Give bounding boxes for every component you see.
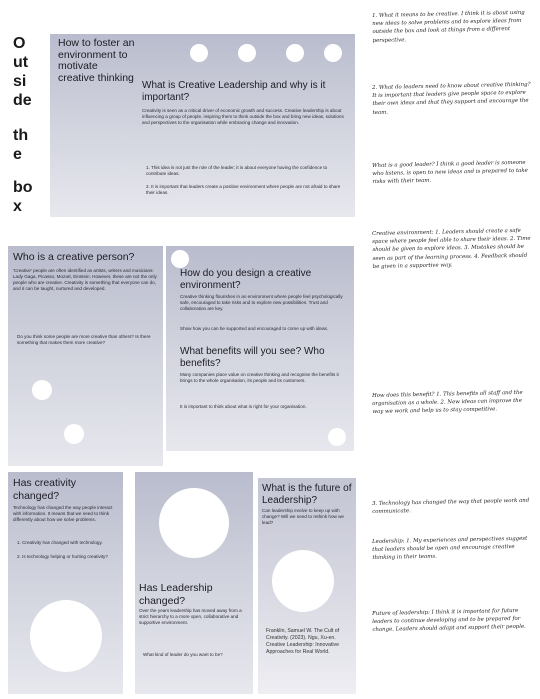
title-line: O [13,35,26,52]
card-bullet: 2. It is important that leaders create a positive environment where people are not afraid to share their ideas. [146,184,341,195]
card-title: How do you design a creative environment? [180,268,312,291]
card-question: Do you think some people are more creative than others? Is there something that makes them more creative? [17,334,151,345]
card-body: Many companies place value on creative thinking and recognise the benefits it brings to the whole organisation, its people and its customers. [180,372,339,383]
title-line: bo [13,179,33,196]
decor-circle [171,250,189,268]
handwritten-note: Future of leadership: I think it is important for future leaders to continue developing and to be prepared for change. Leaders should adapt and support their people. [372,607,526,634]
card-title: Has Leadership changed? [139,582,213,607]
card-body: Technology has changed the way people interact with information. It means that we need to think differently about how we solve problems. [13,505,113,522]
outside-the-box-title [13,34,43,216]
card-leadership-changed [135,472,253,694]
card-heading: How to foster an environment to motivate creative thinking [58,37,135,84]
card-creative-leadership [50,34,355,217]
card-title: Has creativity changed? [13,477,77,502]
card-note: What kind of leader do you want to be? [143,652,223,657]
card-title: Who is a creative person? [13,251,135,263]
handwritten-note: Creative environment: 1. Leaders should create a safe space where people feel able to share their ideas. 2. Time should be given to explore ideas. 3. Mistakes should be seen as part of the learning process. 4. Feedback should be given in a supportive way. [372,227,531,270]
card-bullet: 2. Is technology helping or hurting creativity? [17,554,108,559]
card-note: It is important to think about what is right for your organisation. [180,404,307,409]
card-future-leadership [258,478,356,694]
card-creativity-changed [8,472,123,694]
card-body: Creative thinking flourishes in an environment where people feel psychologically safe, encouraged to take risks and to explore new possibilities. Trust and collaboration are key. [180,294,343,311]
title-line: ut [13,54,29,71]
decor-circle [272,550,334,612]
card-body: 'Creative' people are often identified as artists, writers and musicians: Lady Gaga, Picasso, Mozart, Einstein. However, these are not the only people who are creative. Creativity is something that everyone can do, and it can be taught, nurtured and developed. [13,268,157,291]
title-line: e [13,146,22,163]
card-body: Can leadership evolve to keep up with change? Will we need to rethink how we lead? [262,508,344,525]
card-creative-person [8,246,163,466]
decor-circle [190,44,208,62]
handwritten-note: 2. What do leaders need to know about creative thinking? It is important that leaders give people space to explore their own ideas and that they support and encourage the team. [372,81,531,116]
card-body: Over the years leadership has moved away from a strict hierarchy to a more open, collaborative and supportive environment. [139,608,242,625]
title-line: si [13,73,27,90]
handwritten-note: Leadership: 1. My experiences and perspectives suggest that leaders should be open and encourage creative thinking in their teams. [372,535,528,562]
card-bullet: 1. Creativity has changed with technology. [17,540,103,545]
handwritten-note: 1. What it means to be creative. I think it is about using new ideas to solve problems and to explore ideas from outside the box and look at things from a different perspective. [372,9,525,44]
card-creative-environment [166,246,354,451]
title-line: x [13,198,22,215]
handwritten-note: How does this benefit? 1. This benefits all staff and the organisation as a whole. 2. New ideas can improve the way we work and help us to stay competitive. [372,389,523,416]
card-body: Creativity is seen as a critical driver of economic growth and success. Creative leadership is about influencing a group of people, inspiring them to think outside the box and bring new ideas, solutions and perspectives to the organisation while embracing change and innovation. [142,108,344,125]
card-bullet: 1. This idea is not just the role of the leader; it is about everyone having the confidence to contribute ideas. [146,165,328,176]
decor-circle [30,600,102,672]
decor-circle [64,424,84,444]
decor-circle [159,488,229,558]
decor-circle [32,380,52,400]
card-title: What is Creative Leadership and why is it important? [142,80,326,103]
handwritten-note: 3. Technology has changed the way that people work and communicate. [372,497,530,516]
card-title: What benefits will you see? Who benefits? [180,346,325,369]
citation: Franklin, Samuel W. The Cult of Creativity. (2023). Ngu, Xu-en. Creative Leadership: Innovative Approaches for Real World. [266,628,340,655]
decor-circle [324,44,342,62]
decor-circle [328,428,346,446]
decor-circle [286,44,304,62]
title-line: de [13,92,32,109]
card-title: What is the future of Leadership? [262,483,352,506]
decor-circle [238,44,256,62]
handwritten-note: What is a good leader? I think a good leader is someone who listens, is open to new ideas and is prepared to take risks with their team. [372,159,528,186]
title-line: th [13,127,29,144]
card-note: Show how you can be supported and encouraged to come up with ideas. [180,326,329,331]
